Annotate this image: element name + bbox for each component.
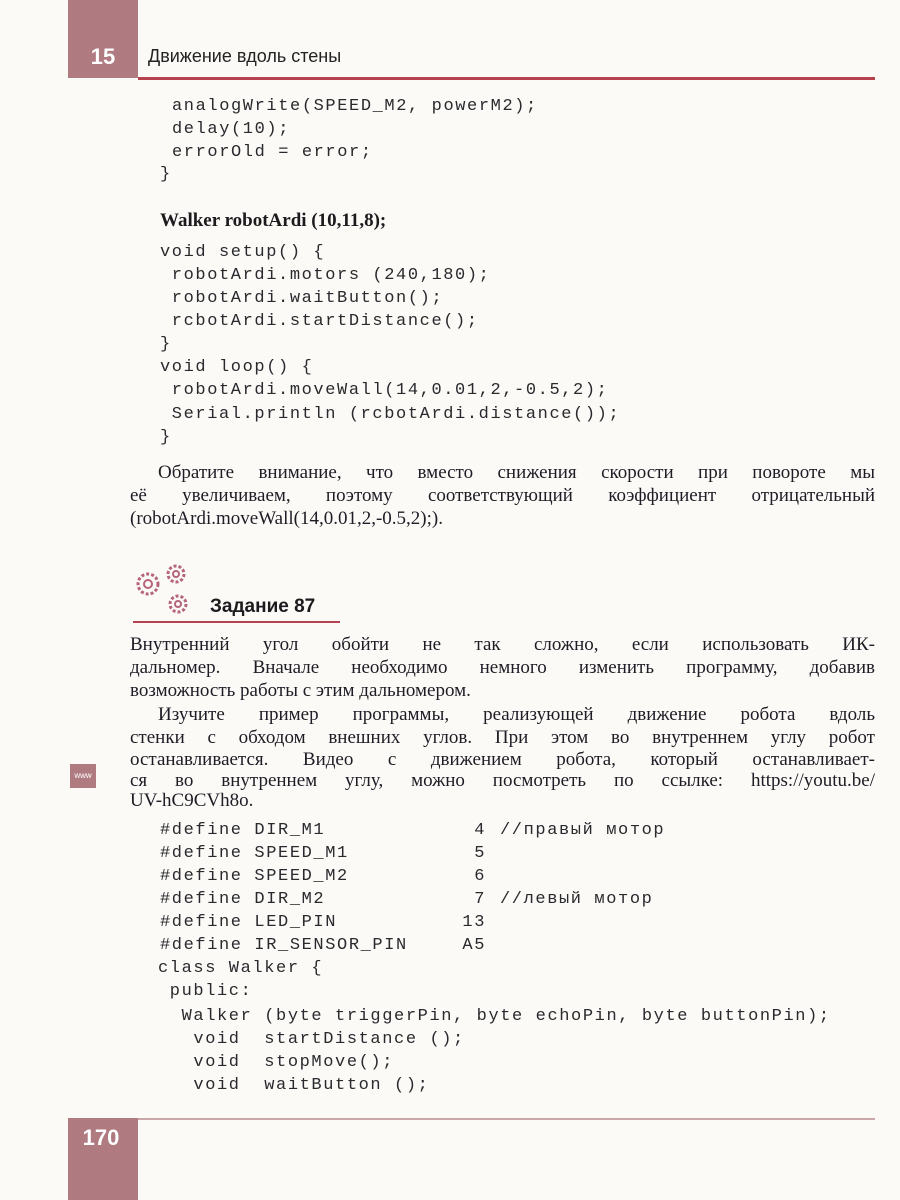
code-line: errorOld = error; [172, 143, 373, 162]
gears-icon [130, 562, 200, 618]
code-line: robotArdi.motors (240,180); [160, 266, 491, 285]
paragraph-line: ся во внутреннем углу, можно посмотреть по ссылке: https://youtu.be/ [130, 770, 875, 791]
chapter-number: 15 [90, 44, 116, 69]
footer-rule [138, 1118, 875, 1120]
code-line: } [160, 428, 172, 447]
code-line: class Walker { [158, 959, 324, 978]
task-title: Задание 87 [210, 596, 316, 617]
code-line: } [160, 335, 172, 354]
code-line: Walker (byte triggerPin, byte echoPin, byte buttonPin); [158, 1007, 831, 1026]
paragraph-line: Изучите пример программы, реализующей движение робота вдоль [158, 704, 875, 725]
paragraph-line: возможность работы с этим дальномером. [130, 680, 471, 701]
paragraph-line: UV-hC9CVh8o. [130, 790, 254, 811]
code-line: void setup() { [160, 243, 326, 262]
paragraph-line: останавливается. Видео с движением робота, который останавливает- [130, 749, 875, 770]
define-value: 7 [474, 890, 486, 909]
header-rule [138, 77, 875, 80]
note-line: её увеличиваем, поэтому соответствующий коэффициент отрицательный [130, 485, 875, 506]
code-line: void startDistance (); [158, 1030, 465, 1049]
note-line: (robotArdi.moveWall(14,0.01,2,-0.5,2);). [130, 508, 443, 529]
code-line: robotArdi.waitButton(); [160, 289, 444, 308]
object-declaration: Walker robotArdi (10,11,8); [160, 210, 387, 231]
define-name: #define IR_SENSOR_PIN [160, 936, 408, 955]
code-line: Serial.println (rcbotArdi.distance()); [160, 405, 621, 424]
code-line: rcbotArdi.startDistance(); [160, 312, 479, 331]
paragraph-line: стенки с обходом внешних углов. При этом во внутреннем углу робот [130, 727, 875, 748]
code-line: analogWrite(SPEED_M2, powerM2); [172, 97, 538, 116]
code-line: void loop() { [160, 358, 314, 377]
code-line: robotArdi.moveWall(14,0.01,2,-0.5,2); [160, 381, 609, 400]
code-line: delay(10); [172, 120, 291, 139]
define-name: #define DIR_M1 [160, 821, 326, 840]
task-underline [133, 621, 340, 623]
code-line: void stopMove(); [158, 1053, 395, 1072]
define-comment: //левый мотор [500, 890, 654, 909]
define-value: 4 [474, 821, 486, 840]
define-name: #define SPEED_M1 [160, 844, 349, 863]
define-comment: //правый мотор [500, 821, 666, 840]
define-name: #define DIR_M2 [160, 890, 326, 909]
define-value: A5 [462, 936, 486, 955]
define-value: 5 [474, 844, 486, 863]
chapter-title: Движение вдоль стены [148, 46, 342, 66]
paragraph-line: Внутренний угол обойти не так сложно, если использовать ИК- [130, 634, 875, 655]
code-line: } [160, 165, 172, 184]
define-name: #define LED_PIN [160, 913, 338, 932]
www-badge: www [70, 764, 96, 788]
page-number: 170 [82, 1125, 120, 1150]
paragraph-line: дальномер. Вначале необходимо немного изменить программу, добавив [130, 657, 875, 678]
define-value: 13 [462, 913, 486, 932]
code-line: void waitButton (); [158, 1076, 430, 1095]
note-line: Обратите внимание, что вместо снижения скорости при повороте мы [158, 462, 875, 483]
define-name: #define SPEED_M2 [160, 867, 349, 886]
define-value: 6 [474, 867, 486, 886]
code-line: public: [158, 982, 253, 1001]
